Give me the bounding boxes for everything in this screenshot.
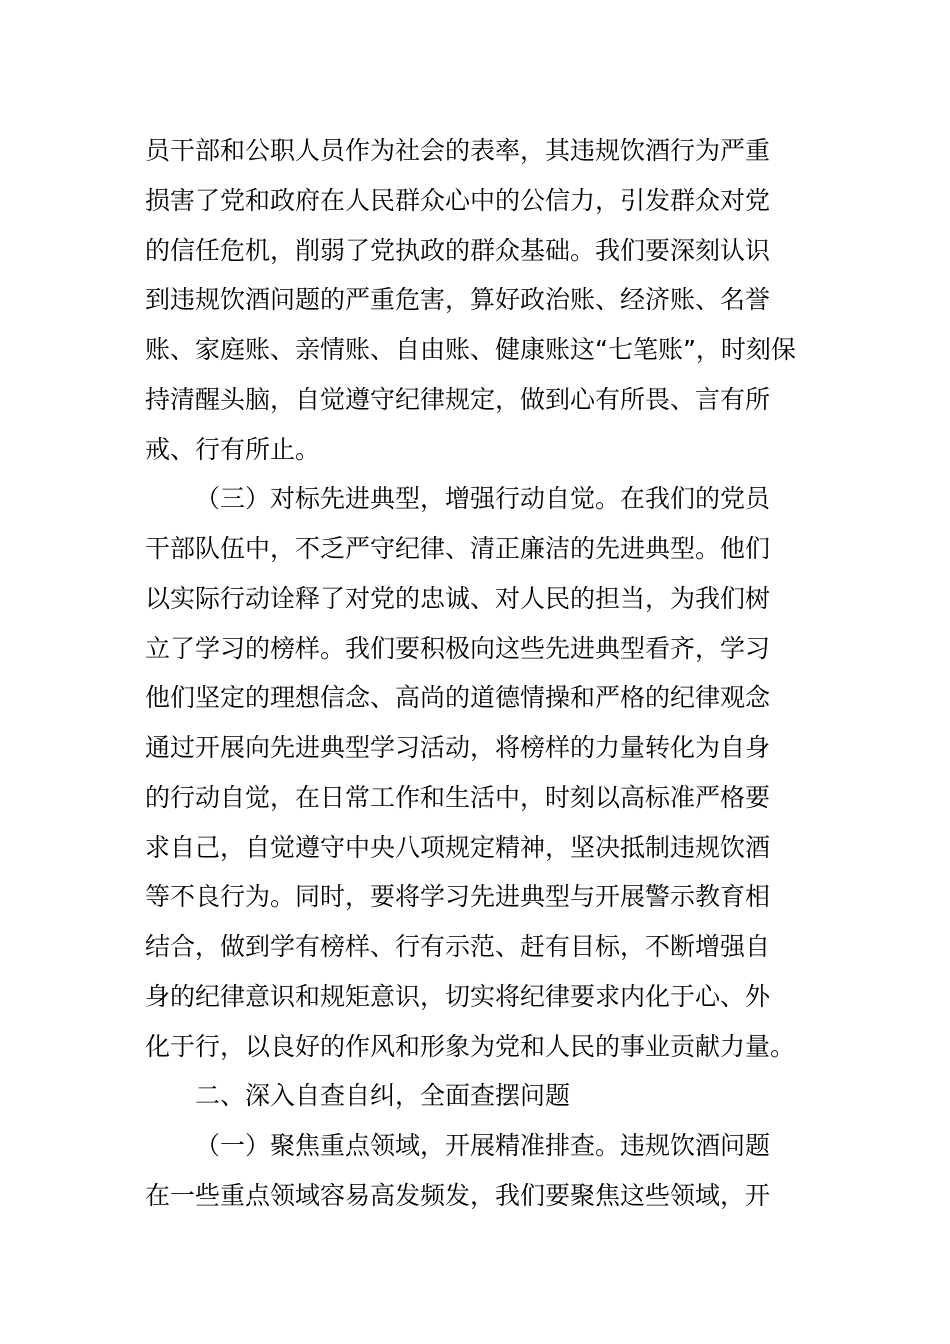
paragraph-line: 化于行，以良好的作风和形象为党和人民的事业贡献力量。: [145, 1032, 796, 1061]
paragraph-line: 立了学习的榜样。我们要积极向这些先进典型看齐，学习: [145, 634, 771, 663]
paragraph-line: 账、家庭账、亲情账、自由账、健康账这“七笔账”，时刻保: [145, 335, 796, 364]
paragraph-line: 等不良行为。同时，要将学习先进典型与开展警示教育相: [145, 882, 771, 911]
paragraph-line: 的行动自觉，在日常工作和生活中，时刻以高标准严格要: [145, 783, 771, 812]
paragraph-line: 结合，做到学有榜样、行有示范、赶有目标，不断增强自: [145, 932, 771, 961]
subsection-heading-line: （三）对标先进典型，增强行动自觉。在我们的党员: [195, 484, 771, 513]
paragraph-line: 持清醒头脑，自觉遵守纪律规定，做到心有所畏、言有所: [145, 385, 771, 414]
paragraph-line: 通过开展向先进典型学习活动，将榜样的力量转化为自身: [145, 733, 771, 762]
paragraph-line: 到违规饮酒问题的严重危害，算好政治账、经济账、名誉: [145, 285, 771, 314]
section-heading: 二、深入自查自纠，全面查摆问题: [195, 1081, 571, 1110]
paragraph-line: 戒、行有所止。: [145, 435, 321, 464]
paragraph-line: 在一些重点领域容易高发频发，我们要聚焦这些领域，开: [145, 1181, 771, 1210]
paragraph-line: 干部队伍中，不乏严守纪律、清正廉洁的先进典型。他们: [145, 534, 771, 563]
paragraph-line: 他们坚定的理想信念、高尚的道德情操和严格的纪律观念: [145, 683, 771, 712]
paragraph-line: 损害了党和政府在人民群众心中的公信力，引发群众对党: [145, 186, 771, 215]
paragraph-line: 身的纪律意识和规矩意识，切实将纪律要求内化于心、外: [145, 982, 771, 1011]
paragraph-line: 的信任危机，削弱了党执政的群众基础。我们要深刻认识: [145, 236, 771, 265]
paragraph-line: 员干部和公职人员作为社会的表率，其违规饮酒行为严重: [145, 136, 771, 165]
paragraph-line: 求自己，自觉遵守中央八项规定精神，坚决抵制违规饮酒: [145, 833, 771, 862]
paragraph-line: 以实际行动诠释了对党的忠诚、对人民的担当，为我们树: [145, 584, 771, 613]
subsection-heading-line: （一）聚焦重点领域，开展精准排查。违规饮酒问题: [195, 1131, 771, 1160]
